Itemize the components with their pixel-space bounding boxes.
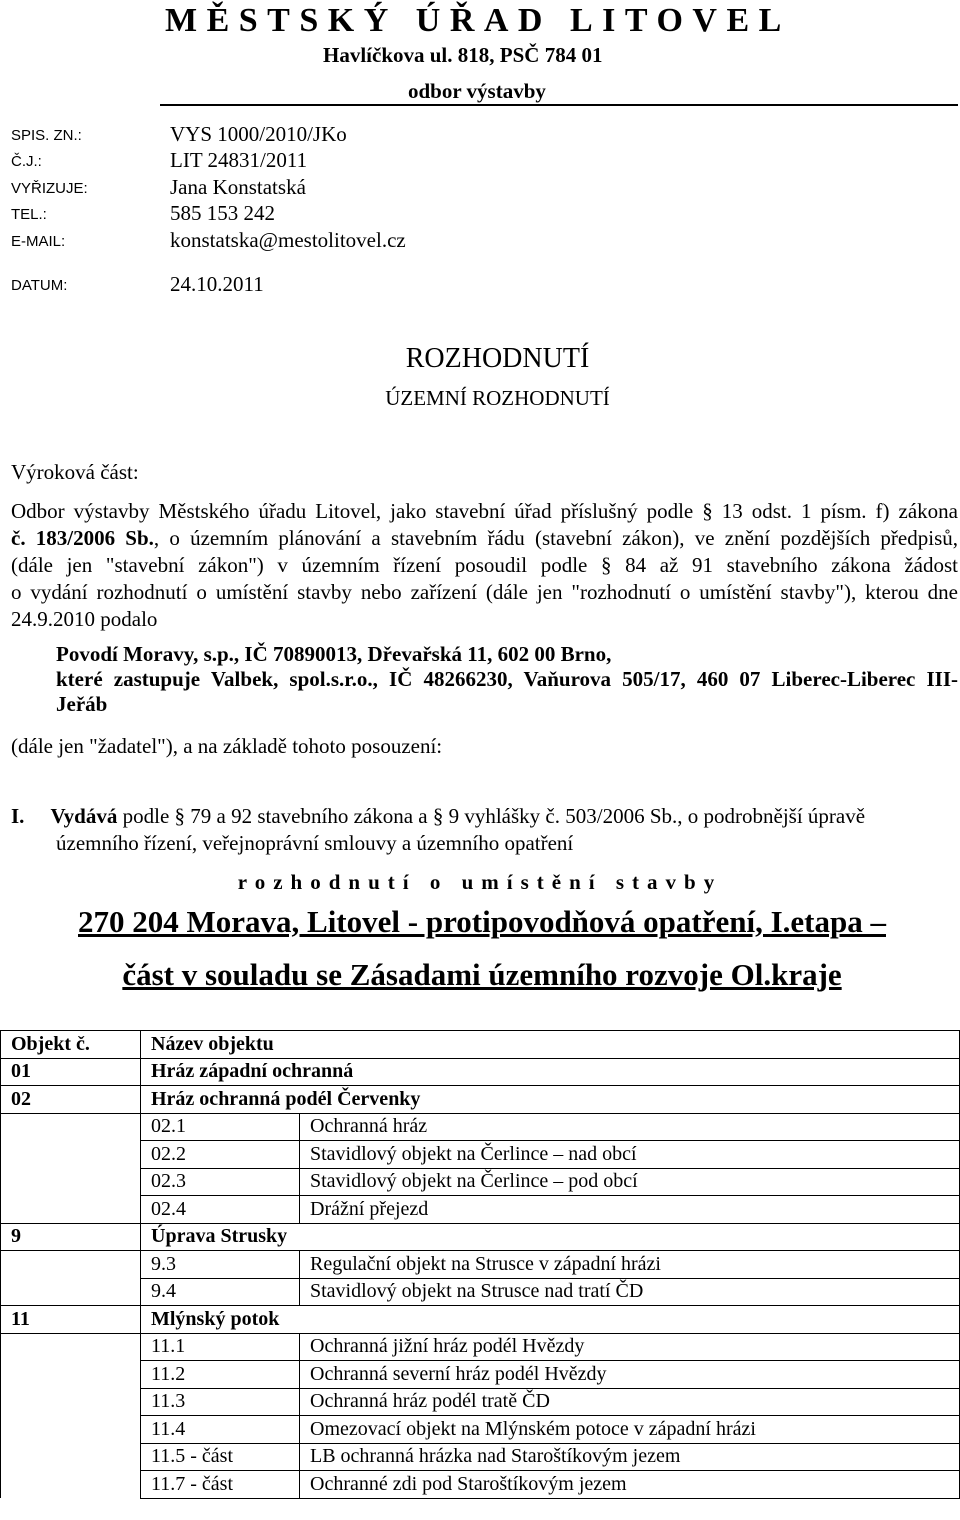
- subobject-number: 9.3: [141, 1251, 300, 1279]
- subobject-number: 11.5 - část: [141, 1443, 300, 1471]
- object-number: 9: [1, 1223, 141, 1251]
- decree-number: I.: [11, 804, 25, 828]
- object-number: 02: [1, 1086, 141, 1114]
- vyrizuje-value: Jana Konstatská: [170, 175, 306, 199]
- object-group-spacer: [1, 1196, 141, 1224]
- object-name: Hráz západní ochranná: [141, 1058, 960, 1086]
- vyrizuje-label: VYŘIZUJE:: [11, 180, 88, 197]
- table-header-row: [1, 1031, 960, 1059]
- email-label: E-MAIL:: [11, 233, 66, 250]
- subobject-number: 11.2: [141, 1361, 300, 1389]
- object-name: Mlýnský potok: [141, 1306, 960, 1334]
- intro-line: 24.9.2010 podalo: [11, 607, 158, 631]
- datum-value: 24.10.2011: [170, 272, 264, 296]
- subobject-name: Ochranné zdi pod Staroštíkovým jezem: [300, 1471, 960, 1499]
- object-group-spacer: [1, 1443, 141, 1471]
- table-row: [1, 1086, 960, 1114]
- cj-value: LIT 24831/2011: [170, 148, 308, 172]
- applicant-block: [56, 642, 958, 717]
- subobject-name: Regulační objekt na Strusce v západní hrázi: [300, 1251, 960, 1279]
- object-group-spacer: [1, 1113, 141, 1141]
- table-row: [1, 1251, 960, 1279]
- object-name: Úprava Strusky: [141, 1223, 960, 1251]
- object-group-spacer: [1, 1471, 141, 1499]
- table-row: [1, 1443, 960, 1471]
- project-title-line-2: část v souladu se Zásadami územního rozvoje Ol.kraje: [122, 957, 842, 992]
- subobject-name: LB ochranná hrázka nad Staroštíkovým jezem: [300, 1443, 960, 1471]
- objects-table: [0, 1030, 960, 1499]
- office-title: MĚSTSKÝ ÚŘAD LITOVEL: [165, 2, 791, 39]
- object-number: 01: [1, 1058, 141, 1086]
- table-row: [1, 1278, 960, 1306]
- department-name: odbor výstavby: [408, 79, 546, 103]
- subobject-name: Ochranná hráz podél tratě ČD: [300, 1388, 960, 1416]
- object-group-spacer: [1, 1361, 141, 1389]
- subobject-name: Stavidlový objekt na Čerlince – pod obcí: [300, 1168, 960, 1196]
- decision-type: rozhodnutí o umístění stavby: [237, 870, 723, 894]
- subobject-name: Ochranná jižní hráz podél Hvězdy: [300, 1333, 960, 1361]
- datum-label: DATUM:: [11, 277, 68, 294]
- decision-heading: ROZHODNUTÍ: [405, 343, 590, 374]
- table-row: [1, 1306, 960, 1334]
- object-group-spacer: [1, 1168, 141, 1196]
- table-row: [1, 1223, 960, 1251]
- object-group-spacer: [1, 1278, 141, 1306]
- tel-value: 585 153 242: [170, 201, 275, 225]
- table-row: [1, 1471, 960, 1499]
- cj-label: Č.J.:: [11, 153, 42, 170]
- subobject-number: 11.1: [141, 1333, 300, 1361]
- intro-line: (dále jen "stavební zákon") v územním řízení posoudil podle § 84 až 91 stavebního zákona žádost: [11, 553, 958, 577]
- law-text: , o územním plánování a stavebním řádu (stavební zákon), ve znění pozdějších předpisů,: [153, 526, 958, 550]
- subobject-name: Omezovací objekt na Mlýnském potoce v západní hrázi: [300, 1416, 960, 1444]
- object-group-spacer: [1, 1333, 141, 1361]
- subobject-number: 02.4: [141, 1196, 300, 1224]
- intro-line: [11, 525, 958, 552]
- col-header-number: Objekt č.: [1, 1031, 141, 1059]
- intro-paragraph: [11, 498, 958, 633]
- decree-line-2: územního řízení, veřejnoprávní smlouvy a územního opatření: [56, 831, 574, 855]
- subobject-number: 11.4: [141, 1416, 300, 1444]
- subobject-name: Ochranná hráz: [300, 1113, 960, 1141]
- table-row: [1, 1141, 960, 1169]
- subobject-number: 02.1: [141, 1113, 300, 1141]
- subobject-name: Stavidlový objekt na Strusce nad tratí ČD: [300, 1278, 960, 1306]
- subobject-number: 02.2: [141, 1141, 300, 1169]
- table-row: [1, 1416, 960, 1444]
- section-label: Výroková část:: [11, 460, 139, 484]
- table-row: [1, 1361, 960, 1389]
- tel-label: TEL.:: [11, 206, 47, 223]
- object-group-spacer: [1, 1251, 141, 1279]
- email-value: konstatska@mestolitovel.cz: [170, 228, 406, 252]
- law-reference: č. 183/2006 Sb.: [11, 526, 154, 550]
- object-group-spacer: [1, 1416, 141, 1444]
- project-title-line-1: 270 204 Morava, Litovel - protipovodňová opatření, I.etapa –: [78, 904, 886, 939]
- col-header-name: Název objektu: [141, 1031, 960, 1059]
- office-address: Havlíčkova ul. 818, PSČ 784 01: [323, 43, 603, 67]
- table-row: [1, 1333, 960, 1361]
- object-name: Hráz ochranná podél Červenky: [141, 1086, 960, 1114]
- object-number: 11: [1, 1306, 141, 1334]
- applicant-line: které zastupuje Valbek, spol.s.r.o., IČ 48266230, Vaňurova 505/17, 460 07 Liberec-Liberec III-: [56, 667, 958, 691]
- decree-line: [11, 804, 865, 829]
- table-row: [1, 1168, 960, 1196]
- applicant-line: Povodí Moravy, s.p., IČ 70890013, Dřevařská 11, 602 00 Brno,: [56, 642, 612, 666]
- spis-zn-value: VYS 1000/2010/JKo: [170, 122, 347, 146]
- subobject-name: Stavidlový objekt na Čerlince – nad obcí: [300, 1141, 960, 1169]
- intro-line: Odbor výstavby Městského úřadu Litovel, jako stavební úřad příslušný podle § 13 odst. 1 písm. f) zákona: [11, 499, 958, 523]
- subobject-name: Ochranná severní hráz podél Hvězdy: [300, 1361, 960, 1389]
- subobject-name: Drážní přejezd: [300, 1196, 960, 1224]
- decision-subheading: ÚZEMNÍ ROZHODNUTÍ: [385, 386, 610, 410]
- applicant-note: (dále jen "žadatel"), a na základě tohoto posouzení:: [11, 734, 443, 758]
- table-row: [1, 1113, 960, 1141]
- decree-verb: Vydává: [50, 804, 118, 828]
- decree-text: podle § 79 a 92 stavebního zákona a § 9 vyhlášky č. 503/2006 Sb., o podrobnější úpravě: [117, 804, 866, 828]
- subobject-number: 11.3: [141, 1388, 300, 1416]
- header-rule: [160, 104, 958, 106]
- subobject-number: 9.4: [141, 1278, 300, 1306]
- subobject-number: 11.7 - část: [141, 1471, 300, 1499]
- subobject-number: 02.3: [141, 1168, 300, 1196]
- table-row: [1, 1058, 960, 1086]
- intro-line: o vydání rozhodnutí o umístění stavby nebo zařízení (dále jen "rozhodnutí o umístění stavby"), kterou dne: [11, 580, 958, 604]
- object-group-spacer: [1, 1141, 141, 1169]
- table-row: [1, 1196, 960, 1224]
- object-group-spacer: [1, 1388, 141, 1416]
- table-row: [1, 1388, 960, 1416]
- spis-zn-label: SPIS. ZN.:: [11, 127, 82, 144]
- applicant-line: Jeřáb: [56, 692, 108, 716]
